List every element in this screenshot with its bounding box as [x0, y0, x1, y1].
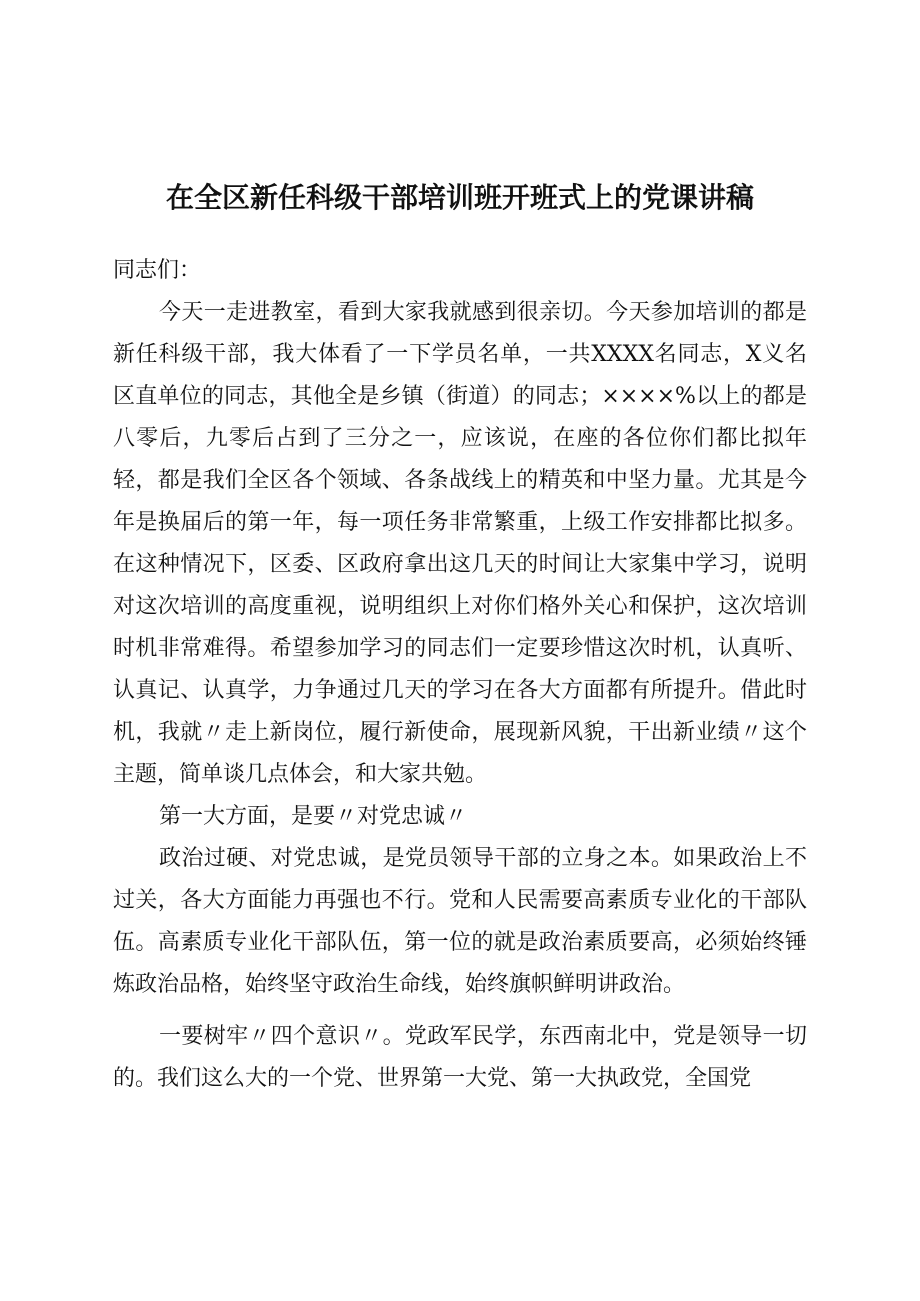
paragraph-four-consciousness: 一要树牢〃四个意识〃。党政军民学，东西南北中，党是领导一切的。我们这么大的一个党、世界第一大党、第一大执政党，全国党	[113, 1024, 807, 1091]
paragraph-opening: 今天一走进教室，看到大家我就感到很亲切。今天参加培训的都是新任科级干部，我大体看了一下学员名单，一共XXXX名同志，X义名区直单位的同志，其他全是乡镇（街道）的同志；××××%以上的都是八零后，九零后占到了三分之一，应该说，在座的各位你们都比拟年轻，都是我们全区各个领域、各条战线上的精英和中坚力量。尤其是今年是换届后的第一年，每一项任务非常繁重，上级工作安排都比拟多。在这种情况下，区委、区政府拿出这几天的时间让大家集中学习，说明对这次培训的高度重视，说明组织上对你们格外关心和保护，这次培训时机非常难得。希望参加学习的同志们一定要珍惜这次时机，认真听、认真记、认真学，力争通过几天的学习在各大方面都有所提升。借此时机，我就〃走上新岗位，履行新使命，展现新风貌，干出新业绩〃这个主题，简单谈几点体会，和大家共勉。	[113, 300, 807, 787]
paragraph-political-integrity: 政治过硬、对党忠诚，是党员领导干部的立身之本。如果政治上不过关，各大方面能力再强也不行。党和人民需要高素质专业化的干部队伍。高素质专业化干部队伍，第一位的就是政治素质要高，必须始终锤炼政治品格，始终坚守政治生命线，始终旗帜鲜明讲政治。	[113, 846, 807, 997]
document-title: 在全区新任科级干部培训班开班式上的党课讲稿	[165, 181, 754, 214]
section-heading-first: 第一大方面，是要〃对党忠诚〃	[159, 804, 468, 829]
salutation: 同志们：	[113, 258, 202, 283]
document-body	[113, 250, 807, 1100]
